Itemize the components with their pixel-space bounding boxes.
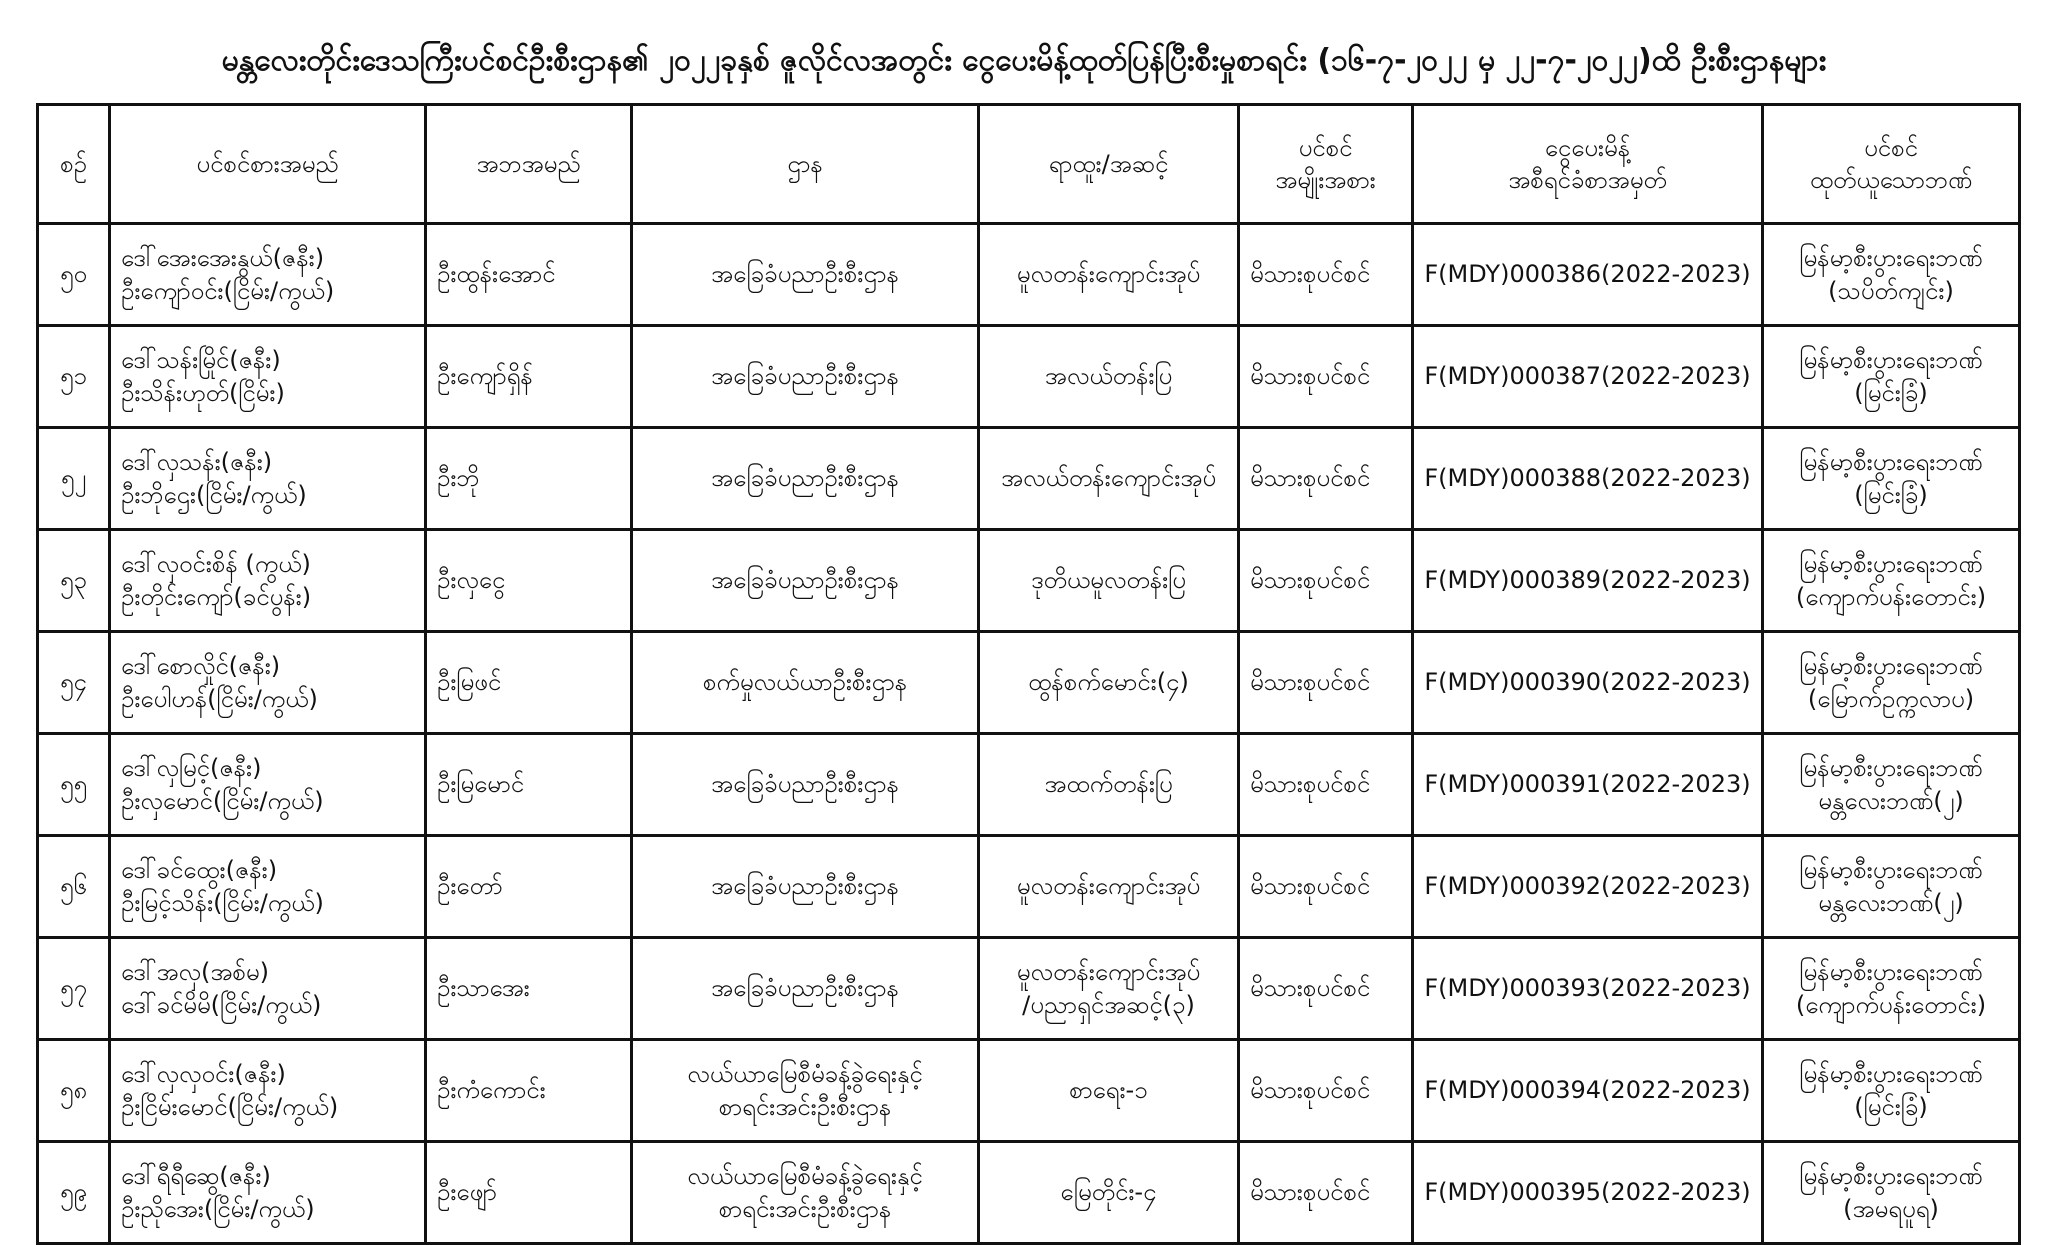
father-name-cell: ဦးမြမောင် [426, 734, 632, 836]
department-line: အခြေခံပညာဦးစီးဌာန [711, 872, 899, 901]
department-line: အခြေခံပညာဦးစီးဌာန [711, 974, 899, 1003]
pensioner-name-line: ဦးပေါဟန်(ငြိမ်း/ကွယ်) [121, 684, 318, 713]
table-row [38, 1142, 2020, 1244]
pensioner-name-cell [110, 326, 426, 428]
department-line: လယ်ယာမြေစီမံခန့်ခွဲရေးနှင့် [687, 1060, 923, 1089]
department-line: စာရင်းအင်းဦးစီးဌာန [718, 1194, 892, 1223]
department-cell [632, 530, 979, 632]
pension-type-cell: မိသားစုပင်စင် [1239, 224, 1413, 326]
rank-cell [979, 224, 1239, 326]
pensioner-name-line: ဒေါ်လှသန်း(ဇနီး) [121, 448, 273, 477]
pension-type-cell: မိသားစုပင်စင် [1239, 632, 1413, 734]
table-row [38, 632, 2020, 734]
rank-line: ထွန်စက်မောင်း(၄) [1028, 668, 1189, 697]
department-line: အခြေခံပညာဦးစီးဌာန [711, 464, 899, 493]
pensioner-name-cell [110, 734, 426, 836]
certificate-number-cell: F(MDY)000393(2022-2023) [1413, 938, 1763, 1040]
rank-cell [979, 530, 1239, 632]
bank-line: မြန်မာ့စီးပွားရေးဘဏ် [1799, 346, 1983, 375]
serial-number-cell: ၅၀ [38, 224, 110, 326]
pensioner-name-line: ဦးတိုင်းကျော်(ခင်ပွန်း) [121, 582, 312, 611]
father-name-cell: ဦးဘို [426, 428, 632, 530]
table-row [38, 326, 2020, 428]
pension-type-cell: မိသားစုပင်စင် [1239, 938, 1413, 1040]
pensioner-name-line: ဒေါ်လှမြင့်(ဇနီး) [121, 754, 262, 783]
header-type-line: အမျိုးအစား [1275, 166, 1376, 194]
pensioner-name-cell [110, 632, 426, 734]
rank-line: စာရေး-၁ [1069, 1076, 1148, 1105]
pensioner-name-line: ဒေါ်သန်းမြိုင်(ဇနီး) [121, 346, 281, 375]
header-name: ပင်စင်စားအမည် [110, 105, 426, 224]
bank-line: မြန်မာ့စီးပွားရေးဘဏ် [1799, 448, 1983, 477]
pensioner-name-line: ဒေါ်အလှ(အစ်မ) [121, 958, 269, 987]
serial-number-cell: ၅၉ [38, 1142, 110, 1244]
pensioner-name-line: ဒေါ်ရီရီဆွေ(ဇနီး) [121, 1162, 271, 1191]
father-name-cell: ဦးတော် [426, 836, 632, 938]
serial-number-cell: ၅၇ [38, 938, 110, 1040]
table-row [38, 224, 2020, 326]
pensioner-name-line: ဒေါ်ခင်ထွေး(ဇနီး) [121, 856, 278, 885]
father-name-cell: ဦးဖျော် [426, 1142, 632, 1244]
department-cell [632, 836, 979, 938]
pension-type-cell: မိသားစုပင်စင် [1239, 428, 1413, 530]
rank-cell [979, 938, 1239, 1040]
rank-cell [979, 632, 1239, 734]
bank-line: မြန်မာ့စီးပွားရေးဘဏ် [1799, 754, 1983, 783]
bank-line: (မြောက်ဥက္ကလာပ) [1807, 684, 1975, 713]
bank-line: (သပိတ်ကျင်း) [1828, 276, 1954, 305]
header-rank: ရာထူး/အဆင့် [979, 105, 1239, 224]
serial-number-cell: ၅၄ [38, 632, 110, 734]
father-name-cell: ဦးကံကောင်း [426, 1040, 632, 1142]
rank-line: ဒုတိယမူလတန်းပြ [1031, 566, 1186, 595]
pensioner-name-cell [110, 938, 426, 1040]
rank-line: မူလတန်းကျောင်းအုပ် [1016, 260, 1201, 289]
pensioner-name-line: ဦးကျော်ဝင်း(ငြိမ်း/ကွယ်) [121, 276, 335, 305]
table-row [38, 1040, 2020, 1142]
header-cert-line: အစီရင်ခံစာအမှတ် [1508, 166, 1667, 194]
department-cell [632, 326, 979, 428]
table-row [38, 428, 2020, 530]
bank-line: မြန်မာ့စီးပွားရေးဘဏ် [1799, 958, 1983, 987]
department-cell [632, 1040, 979, 1142]
header-father: အဘအမည် [426, 105, 632, 224]
serial-number-cell: ၅၂ [38, 428, 110, 530]
rank-line: အထက်တန်းပြ [1044, 770, 1173, 799]
bank-line: (မြင်းခြံ) [1854, 1092, 1928, 1121]
pensioner-name-line: ဒေါ်စောလှိုင်(ဇနီး) [121, 652, 281, 681]
rank-line: မူလတန်းကျောင်းအုပ် [1016, 872, 1201, 901]
header-bank-line: ပင်စင် [1864, 133, 1918, 162]
header-row [38, 105, 2020, 224]
department-cell [632, 428, 979, 530]
pensioner-name-line: ဒေါ်အေးအေးနွယ်(ဇနီး) [121, 244, 325, 273]
father-name-cell: ဦးသာအေး [426, 938, 632, 1040]
serial-number-cell: ၅၃ [38, 530, 110, 632]
certificate-number-cell: F(MDY)000395(2022-2023) [1413, 1142, 1763, 1244]
father-name-cell: ဦးလှငွေ [426, 530, 632, 632]
page-title: မန္တလေးတိုင်းဒေသကြီးပင်စင်ဦးစီးဌာန၏ ၂၀၂၂ခုနှစ် ဇူလိုင်လအတွင်း ငွေပေးမိန့်ထုတ်ပြန်ပြီးစီးမှုစာရင်း (၁၆-၇-၂၀၂၂ မှ ၂၂-၇-၂၀၂၂)ထိ ဦးစီးဌာနများ [221, 43, 1827, 78]
pensioner-name-cell [110, 224, 426, 326]
header-no: စဉ် [38, 105, 110, 224]
bank-line: မြန်မာ့စီးပွားရေးဘဏ် [1799, 550, 1983, 579]
header-cert-line: ငွေပေးမိန့် [1544, 133, 1631, 162]
department-cell [632, 734, 979, 836]
serial-number-cell: ၅၁ [38, 326, 110, 428]
rank-line: အလယ်တန်းကျောင်းအုပ် [1000, 464, 1216, 493]
pension-type-cell: မိသားစုပင်စင် [1239, 530, 1413, 632]
bank-line: မြန်မာ့စီးပွားရေးဘဏ် [1799, 1060, 1983, 1089]
certificate-number-cell: F(MDY)000390(2022-2023) [1413, 632, 1763, 734]
pensioner-name-cell [110, 530, 426, 632]
bank-line: မြန်မာ့စီးပွားရေးဘဏ် [1799, 1162, 1983, 1191]
bank-line: မန္တလေးဘဏ်(၂) [1818, 786, 1964, 815]
pension-type-cell: မိသားစုပင်စင် [1239, 1040, 1413, 1142]
bank-line: (ကျောက်ပန်းတောင်း) [1795, 990, 1987, 1019]
bank-line: မြန်မာ့စီးပွားရေးဘဏ် [1799, 856, 1983, 885]
table-row [38, 530, 2020, 632]
father-name-cell: ဦးကျော်ရှိန် [426, 326, 632, 428]
table-row [38, 938, 2020, 1040]
serial-number-cell: ၅၈ [38, 1040, 110, 1142]
certificate-number-cell: F(MDY)000392(2022-2023) [1413, 836, 1763, 938]
rank-line: /ပညာရှင်အဆင့်(၃) [1022, 990, 1195, 1019]
bank-cell [1763, 428, 2020, 530]
department-cell [632, 1142, 979, 1244]
rank-cell [979, 1040, 1239, 1142]
header-department: ဌာန [632, 105, 979, 224]
pensioner-name-line: ဦးမြင့်သိန်း(ငြိမ်း/ကွယ်) [121, 888, 324, 917]
department-line: အခြေခံပညာဦးစီးဌာန [711, 362, 899, 391]
header-cert [1413, 105, 1763, 224]
bank-line: မန္တလေးဘဏ်(၂) [1818, 888, 1964, 917]
department-line: စက်မှုလယ်ယာဦးစီးဌာန [702, 668, 908, 697]
pension-type-cell: မိသားစုပင်စင် [1239, 836, 1413, 938]
department-line: အခြေခံပညာဦးစီးဌာန [711, 566, 899, 595]
header-bank-line: ထုတ်ယူသောဘဏ် [1809, 166, 1973, 194]
pensioner-name-cell [110, 1142, 426, 1244]
pension-type-cell: မိသားစုပင်စင် [1239, 734, 1413, 836]
pension-type-cell: မိသားစုပင်စင် [1239, 1142, 1413, 1244]
certificate-number-cell: F(MDY)000389(2022-2023) [1413, 530, 1763, 632]
department-line: လယ်ယာမြေစီမံခန့်ခွဲရေးနှင့် [687, 1162, 923, 1191]
bank-line: မြန်မာ့စီးပွားရေးဘဏ် [1799, 652, 1983, 681]
rank-line: မြေတိုင်း-၄ [1060, 1178, 1157, 1207]
bank-line: (မြင်းခြံ) [1854, 480, 1928, 509]
pension-type-cell: မိသားစုပင်စင် [1239, 326, 1413, 428]
bank-cell [1763, 734, 2020, 836]
bank-line: (မြင်းခြံ) [1854, 378, 1928, 407]
department-cell [632, 224, 979, 326]
pensioner-name-line: ဒေါ်လှဝင်းစိန် (ကွယ်) [121, 550, 311, 579]
father-name-cell: ဦးမြဖင် [426, 632, 632, 734]
certificate-number-cell: F(MDY)000388(2022-2023) [1413, 428, 1763, 530]
rank-cell [979, 1142, 1239, 1244]
bank-cell [1763, 938, 2020, 1040]
header-type-line: ပင်စင် [1298, 133, 1353, 162]
rank-cell [979, 326, 1239, 428]
department-line: အခြေခံပညာဦးစီးဌာန [711, 260, 899, 289]
pensioner-name-line: ဦးသိန်းဟုတ်(ငြိမ်း) [121, 378, 285, 407]
bank-line: မြန်မာ့စီးပွားရေးဘဏ် [1799, 244, 1983, 273]
department-cell [632, 938, 979, 1040]
table-row [38, 734, 2020, 836]
rank-cell [979, 734, 1239, 836]
serial-number-cell: ၅၆ [38, 836, 110, 938]
bank-cell [1763, 530, 2020, 632]
rank-line: မူလတန်းကျောင်းအုပ် [1016, 958, 1201, 987]
bank-cell [1763, 326, 2020, 428]
department-line: အခြေခံပညာဦးစီးဌာန [711, 770, 899, 799]
header-type [1239, 105, 1413, 224]
pensioner-name-line: ဒေါ်ခင်မိမိ(ငြိမ်း/ကွယ်) [121, 990, 322, 1019]
pensioner-name-cell [110, 836, 426, 938]
pensioner-name-line: ဒေါ်လှလှဝင်း(ဇနီး) [121, 1060, 286, 1089]
certificate-number-cell: F(MDY)000386(2022-2023) [1413, 224, 1763, 326]
bank-line: (ကျောက်ပန်းတောင်း) [1795, 582, 1987, 611]
pensioner-name-cell [110, 428, 426, 530]
bank-line: (အမရပူရ) [1843, 1194, 1939, 1223]
rank-cell [979, 428, 1239, 530]
serial-number-cell: ၅၅ [38, 734, 110, 836]
pensioner-name-line: ဦးလှမောင်(ငြိမ်း/ကွယ်) [121, 786, 324, 815]
table-body [38, 224, 2020, 1244]
certificate-number-cell: F(MDY)000394(2022-2023) [1413, 1040, 1763, 1142]
pensioner-name-cell [110, 1040, 426, 1142]
rank-line: အလယ်တန်းပြ [1044, 362, 1173, 391]
bank-cell [1763, 1040, 2020, 1142]
certificate-number-cell: F(MDY)000391(2022-2023) [1413, 734, 1763, 836]
table-row [38, 836, 2020, 938]
bank-cell [1763, 1142, 2020, 1244]
pensioner-name-line: ဦးညိုအေး(ငြိမ်း/ကွယ်) [121, 1194, 315, 1223]
pensioner-name-line: ဦးဘိုဌေး(ငြိမ်း/ကွယ်) [121, 480, 307, 509]
department-cell [632, 632, 979, 734]
rank-cell [979, 836, 1239, 938]
bank-cell [1763, 632, 2020, 734]
department-line: စာရင်းအင်းဦးစီးဌာန [718, 1092, 892, 1121]
father-name-cell: ဦးထွန်းအောင် [426, 224, 632, 326]
bank-cell [1763, 836, 2020, 938]
certificate-number-cell: F(MDY)000387(2022-2023) [1413, 326, 1763, 428]
header-bank [1763, 105, 2020, 224]
pension-table [36, 103, 2021, 1245]
pensioner-name-line: ဦးငြိမ်းမောင်(ငြိမ်း/ကွယ်) [121, 1092, 339, 1121]
bank-cell [1763, 224, 2020, 326]
